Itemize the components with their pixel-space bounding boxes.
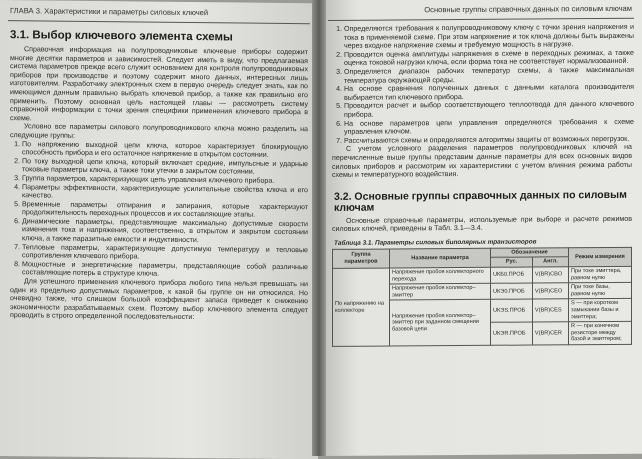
left-page (0, 0, 318, 459)
table-caption: Таблица 3.1. Параметры силовых биполярных транзисторов (334, 238, 537, 247)
col-name: Название параметра (390, 248, 491, 268)
list-item: 2. Проводится оценка амплитуды напряжения в схеме в переходных режимах, а также оценка токовой нагрузки ключа, если форма тока не соответствует нормализованной. (344, 49, 634, 68)
param-name: Напряжение пробоя коллектор–эмиттер (390, 284, 491, 301)
list-item: 2. По току выходной цепи ключа, который включает средние, импульсные и ударные токовые параметры ключа, а также токи утечки в закрытом состоянии. (22, 157, 308, 177)
param-eng: V(BR)CEO (532, 283, 568, 299)
col-group: Группа параметров (333, 249, 390, 269)
list-item: 5. Проводится расчет и выбор соответствующего теплоотвода для данного ключевого прибора. (344, 100, 634, 119)
list-item: 3. Определяется диапазон рабочих температур схемы, а также максимальная температура окружающей среды. (344, 66, 634, 85)
list-item: 4. На основе сравнения полученных данных с данными каталога производителя выбирается тип ключевого прибора. (344, 83, 634, 102)
parameters-table (332, 247, 632, 347)
parameter-groups-list (0, 140, 318, 281)
param-mode: R — при конечном резисторе между базой и эмиттером; (569, 322, 632, 345)
list-item: 1. По напряжению выходной цепи ключа, которое характеризует блокирующую способность прибора и его остаточное напряжение в открытом состоянии. (22, 140, 308, 160)
section-title-2: 3.2. Основные группы справочных данных по силовым ключам (334, 188, 627, 214)
param-rus: UКБ0.ПРОБ (491, 267, 533, 283)
param-eng: V(BR)CBO (532, 267, 568, 283)
param-mode: При токе базы, равном нулю (569, 283, 632, 300)
list-item: 8. Мощностные и энергетические параметры, представляющие собой различные составляющие потерь в структуре ключа. (22, 260, 308, 280)
book-gutter (312, 0, 326, 456)
col-rus: Рус. (491, 257, 533, 267)
param-mode: При токе эмиттера, равном нулю (569, 266, 632, 283)
list-item: 7. Рассчитываются схемы и определяются алгоритмы защиты от возможных перегрузок. (344, 135, 634, 146)
selection-steps-list (320, 23, 642, 146)
header-rule (328, 18, 634, 21)
col-designation: Обозначение (491, 248, 569, 258)
col-mode: Режим измерения (569, 247, 632, 267)
list-item: 6. На основе параметров цепи управления определяются требования к схеме управления ключом. (344, 117, 634, 136)
right-running-header: Основные группы справочных данных по силовым ключам (424, 3, 632, 15)
param-eng: V(BR)CER (532, 322, 568, 345)
list-item: 7. Тепловые параметры, характеризующие допустимую температуру и тепловые сопротивления ключевого прибора. (22, 243, 308, 263)
list-item: 3. Группа параметров, характеризующих цепь управления ключевого прибора. (22, 174, 308, 186)
param-mode: S — при коротком замыкании базы и эмиттера; (569, 299, 632, 322)
list-item: 6. Динамические параметры, представляющие максимально допустимые скорости изменения тока и напряжения, соответственно, в открытом и закрытом состоянии ключа, а также паразитные емкости и индуктивности. (22, 217, 308, 246)
list-item: 5. Временные параметры отпирания и запирания, которые характеризуют продолжительность переходных процессов и их составляющие этапы. (22, 200, 308, 220)
list-item: 1. Определяются требования к полупроводниковому ключу с точки зрения напряжения и тока в применяемой схеме. При этом напряжение и ток ключа должны быть выражены через входное напряжение схемы и требуемую мощность в нагрузке. (344, 23, 634, 51)
section-title: 3.1. Выбор ключевого элемента схемы (10, 29, 233, 44)
groups-lead: Условно все параметры силового полупроводникового ключа можно разделить на следующие группы: (10, 122, 308, 140)
param-name: Напряжение пробоя коллекторного перехода (390, 267, 491, 284)
param-rus: UКЭ0.ПРОБ (491, 283, 533, 299)
group-cell: По напряжению на коллекторе (333, 268, 390, 346)
col-eng: Англ. (532, 257, 568, 267)
list-item: 4. Параметры эффективности, характеризующие усилительные свойства ключа и его качество. (22, 183, 308, 203)
after-list-paragraph: С учетом условного разделения параметров полупроводниковых ключей на перечисленные выше группы представим данные параметры для всех основных видов силовых приборов и рассмотрим их характеристики с учетом влияния режима работы схемы и температурного воздействия. (332, 143, 632, 180)
param-rus: UКЭR.ПРОБ (491, 322, 533, 345)
intro-paragraph: Справочная информация на полупроводниковые ключевые приборы содержит многие десятки параметров и зависимостей. Следует иметь в виду, что предлагаемая система параметров прежде всего служит основанием для контроля полупроводниковых приборов при производстве и поэтому содержит много данных, интересных лишь изготовителям. Разработчику электронных схем в первую очередь следует знать, как по имеющимся данным правильно выбрать ключевой прибор, а также как правильно его применить. Поэтому основная цель настоящей главы — рассмотреть систему справочной информации с точки зрения специфики применения ключевого прибора в схеме. (10, 45, 308, 123)
right-page (320, 0, 642, 456)
param-name: Напряжение пробоя коллектор–эмиттер при заданном смещении базовой цепи (390, 300, 491, 346)
param-rus: UКЭS.ПРОБ (491, 299, 533, 322)
table-intro: Основные справочные параметры, используемые при выборе и расчете режимов силовых ключей, приведены в Табл. 3.1—3.4. (332, 214, 632, 234)
closing-paragraph: Для успешного применения ключевого прибора любого типа нельзя превышать ни один из предельно допустимых параметров, к какой бы группе он ни относился. Но очевидно также, что слишком большой коэффициент запаса приведет к снижению экономичности разрабатываемых схем. Поэтому выбор ключевого элемента следует проводить в строго определенной последовательности: (10, 277, 308, 322)
left-running-header: ГЛАВА 3. Характеристики и параметры силовых ключей (10, 6, 209, 18)
param-eng: V(BR)CES (532, 299, 568, 322)
